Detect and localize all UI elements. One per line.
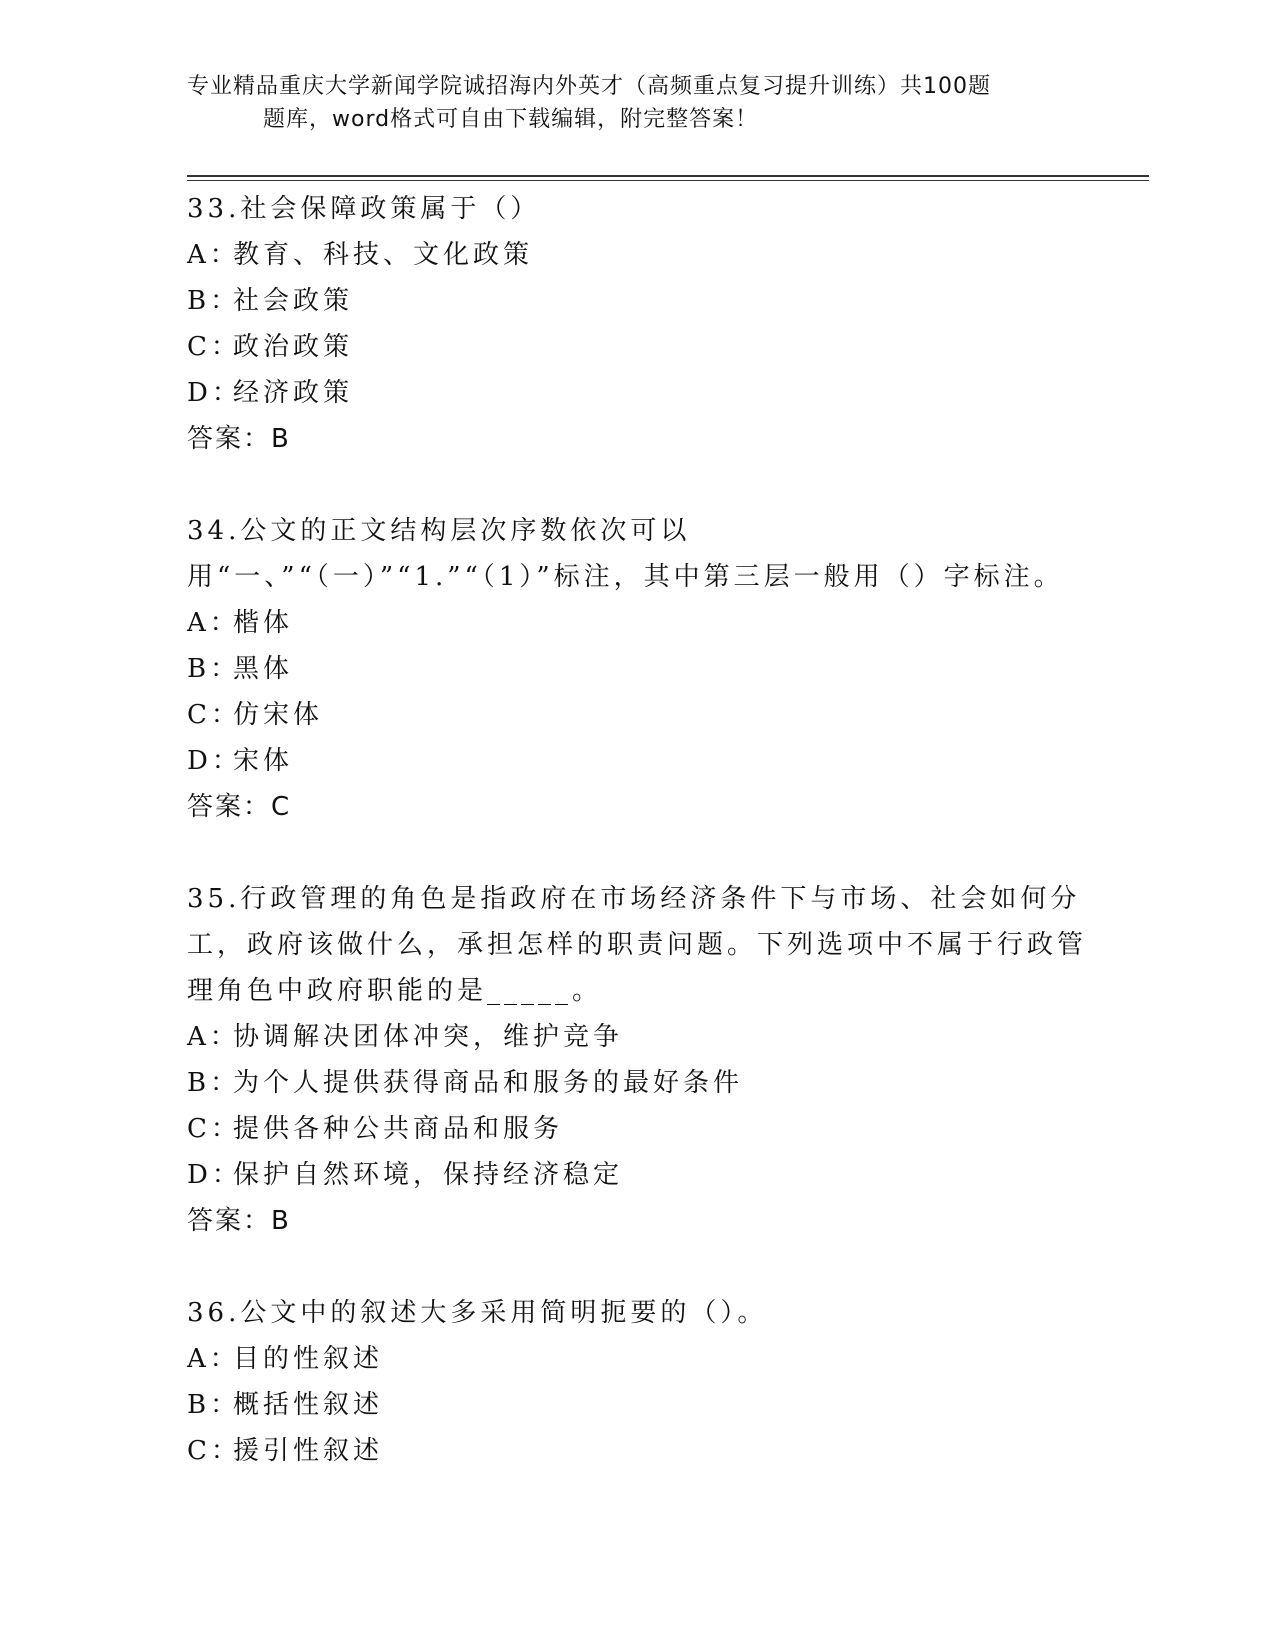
option-letter: D： xyxy=(187,746,242,776)
answer-line: 答案：C xyxy=(187,792,292,822)
answer-line: 答案：B xyxy=(187,1206,291,1236)
option-a xyxy=(187,1014,1087,1060)
option-letter: A： xyxy=(187,240,240,270)
option-text: 协调解决团体冲突，维护竞争 xyxy=(233,1022,624,1052)
option-b xyxy=(187,278,1087,324)
header-divider xyxy=(187,175,1149,177)
option-letter: C： xyxy=(187,1114,241,1144)
option-text: 目的性叙述 xyxy=(233,1344,384,1374)
option-c xyxy=(187,324,1087,370)
question-list xyxy=(187,186,1087,1520)
option-letter: D： xyxy=(187,1160,242,1190)
option-letter: B： xyxy=(187,1068,241,1098)
option-letter: C： xyxy=(187,332,241,362)
option-letter: C： xyxy=(187,700,241,730)
option-c xyxy=(187,1428,1087,1474)
option-b xyxy=(187,1060,1087,1106)
option-text: 仿宋体 xyxy=(233,700,324,730)
question-34 xyxy=(187,508,1087,830)
option-letter: D： xyxy=(187,378,242,408)
option-text: 为个人提供获得商品和服务的最好条件 xyxy=(233,1068,744,1098)
question-stem: 36.公文中的叙述大多采用简明扼要的（）。 xyxy=(187,1298,768,1328)
question-stem: 34.公文的正文结构层次序数依次可以用“一、”“（一）”“1.”“（1）”标注，其中第三层一般用（）字标注。 xyxy=(187,516,1064,592)
answer-line: 答案：B xyxy=(187,424,291,454)
document-header xyxy=(187,70,1067,136)
option-letter: C： xyxy=(187,1436,241,1466)
option-text: 教育、科技、文化政策 xyxy=(233,240,534,270)
option-letter: B： xyxy=(187,654,241,684)
header-divider-thin xyxy=(187,180,1149,181)
header-line-2: 题库，word格式可自由下载编辑，附完整答案！ xyxy=(263,107,759,132)
question-35 xyxy=(187,876,1087,1244)
option-text: 提供各种公共商品和服务 xyxy=(233,1114,564,1144)
option-text: 保护自然环境，保持经济稳定 xyxy=(233,1160,624,1190)
question-33 xyxy=(187,186,1087,462)
header-line-1: 专业精品重庆大学新闻学院诚招海内外英才（高频重点复习提升训练）共100题 xyxy=(187,74,991,99)
option-d xyxy=(187,738,1087,784)
option-text: 宋体 xyxy=(233,746,294,776)
option-c xyxy=(187,1106,1087,1152)
option-c xyxy=(187,692,1087,738)
option-letter: B： xyxy=(187,1390,241,1420)
option-d xyxy=(187,370,1087,416)
option-d xyxy=(187,1152,1087,1198)
option-b xyxy=(187,646,1087,692)
option-b xyxy=(187,1382,1087,1428)
option-letter: B： xyxy=(187,286,241,316)
option-a xyxy=(187,1336,1087,1382)
option-a xyxy=(187,232,1087,278)
question-36 xyxy=(187,1290,1087,1474)
question-stem: 33.社会保障政策属于（） xyxy=(187,194,541,224)
option-text: 概括性叙述 xyxy=(233,1390,384,1420)
option-text: 楷体 xyxy=(233,608,294,638)
option-text: 政治政策 xyxy=(233,332,354,362)
option-letter: A： xyxy=(187,1022,240,1052)
option-text: 援引性叙述 xyxy=(233,1436,384,1466)
question-stem: 35.行政管理的角色是指政府在市场经济条件下与市场、社会如何分工，政府该做什么，承担怎样的职责问题。下列选项中不属于行政管理角色中政府职能的是_____。 xyxy=(187,884,1088,1006)
option-letter: A： xyxy=(187,1344,240,1374)
option-text: 社会政策 xyxy=(233,286,354,316)
option-letter: A： xyxy=(187,608,240,638)
option-a xyxy=(187,600,1087,646)
option-text: 黑体 xyxy=(233,654,294,684)
option-text: 经济政策 xyxy=(233,378,354,408)
